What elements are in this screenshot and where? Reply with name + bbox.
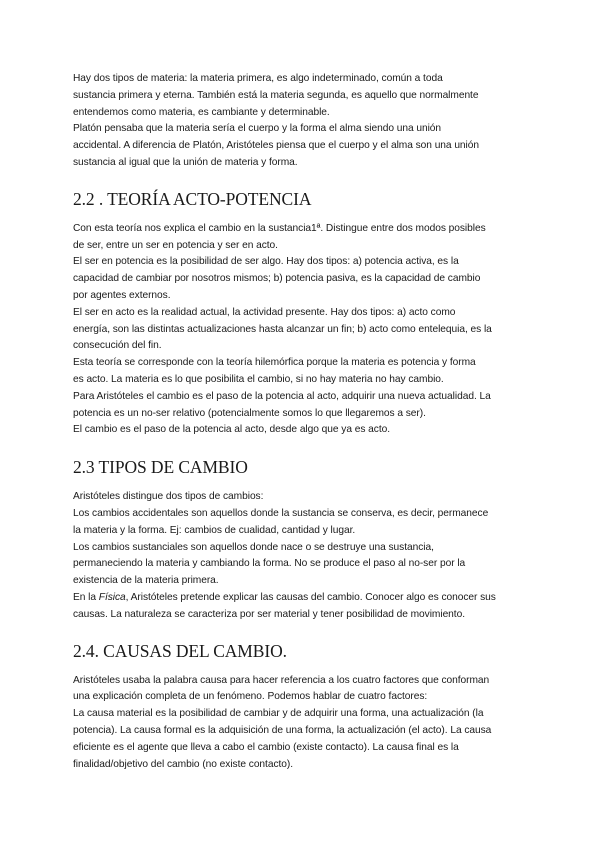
document-body (73, 71, 533, 773)
text-line: entendemos como materia, es cambiante y determinable. (73, 106, 330, 118)
text-line: finalidad/objetivo del cambio (no existe contacto). (73, 758, 294, 770)
text-line: potencia). La causa formal es la adquisición de una forma, la actualización (el acto). La causa (73, 724, 492, 736)
text-line (73, 590, 533, 607)
text-line: El ser en acto es la realidad actual, la actividad presente. Hay dos tipos: a) acto como (73, 306, 456, 318)
section-body-acto-potencia (73, 221, 533, 439)
intro-paragraph (73, 71, 533, 172)
section-heading-tipos-de-cambio: 2.3 TIPOS DE CAMBIO (73, 457, 248, 478)
text-run: , Aristóteles pretende explicar las causas del cambio. Conocer algo es conocer sus (125, 591, 496, 603)
text-line: El cambio es el paso de la potencia al acto, desde algo que ya es acto. (73, 424, 390, 436)
text-line: existencia de la materia primera. (73, 575, 219, 587)
text-line: la materia y la forma. Ej: cambios de cualidad, cantidad y lugar. (73, 524, 356, 536)
text-line: energía, son las distintas actualizaciones hasta alcanzar un fin; b) acto como entelequia, es la (73, 323, 492, 335)
text-line: permaneciendo la materia y cambiando la forma. No se produce el paso al no-ser por la (73, 558, 466, 570)
text-line: potencia es un no-ser relativo (potencialmente somos lo que llegaremos a ser). (73, 407, 426, 419)
text-line: consecución del fin. (73, 340, 162, 352)
section-body-causas-del-cambio (73, 673, 533, 774)
text-line: El ser en potencia es la posibilidad de ser algo. Hay dos tipos: a) potencia activa, es la (73, 256, 459, 268)
section-heading-acto-potencia: 2.2 . TEORÍA ACTO-POTENCIA (73, 188, 312, 209)
section-heading-causas-del-cambio: 2.4. CAUSAS DEL CAMBIO. (73, 640, 287, 661)
text-line: Los cambios accidentales son aquellos donde la sustancia se conserva, es decir, permanece (73, 507, 489, 519)
text-line: es acto. La materia es lo que posibilita el cambio, si no hay materia no hay cambio. (73, 373, 444, 385)
text-line: Platón pensaba que la materia sería el cuerpo y la forma el alma siendo una unión (73, 123, 442, 135)
text-line: Los cambios sustanciales son aquellos donde nace o se destruye una sustancia, (73, 541, 434, 553)
text-line: accidental. A diferencia de Platón, Aristóteles piensa que el cuerpo y el alma son una unión (73, 140, 479, 152)
text-line: causas. La naturaleza se caracteriza por ser material y tener posibilidad de movimiento. (73, 608, 465, 620)
text-line: Aristóteles usaba la palabra causa para hacer referencia a los cuatro factores que conforman (73, 674, 490, 686)
text-line: Aristóteles distingue dos tipos de cambios: (73, 491, 264, 503)
text-line: eficiente es el agente que lleva a cabo el cambio (existe contacto). La causa final es la (73, 741, 459, 753)
italic-title-fisica: Física (98, 591, 126, 603)
text-line: de ser, entre un ser en potencia y ser en acto. (73, 239, 278, 251)
text-line: por agentes externos. (73, 289, 171, 301)
text-line: Para Aristóteles el cambio es el paso de la potencia al acto, adquirir una nueva actualidad. La (73, 390, 491, 402)
text-line: Con esta teoría nos explica el cambio en la sustancia1ª. Distingue entre dos modos posibles (73, 222, 486, 234)
text-line: sustancia primera y eterna. También está la materia segunda, es aquello que normalmente (73, 89, 479, 101)
text-line: Hay dos tipos de materia: la materia primera, es algo indeterminado, común a toda (73, 73, 443, 84)
text-line: una explicación completa de un fenómeno. Podemos hablar de cuatro factores: (73, 691, 428, 703)
text-line: capacidad de cambiar por nosotros mismos; b) potencia pasiva, es la capacidad de cambio (73, 273, 481, 285)
text-line: sustancia al igual que la unión de materia y forma. (73, 156, 298, 168)
text-run: En la (73, 591, 99, 603)
text-line: La causa material es la posibilidad de cambiar y de adquirir una forma, una actualización (la (73, 708, 484, 720)
section-body-tipos-de-cambio (73, 489, 533, 623)
text-line: Esta teoría se corresponde con la teoría hilemórfica porque la materia es potencia y forma (73, 357, 476, 369)
